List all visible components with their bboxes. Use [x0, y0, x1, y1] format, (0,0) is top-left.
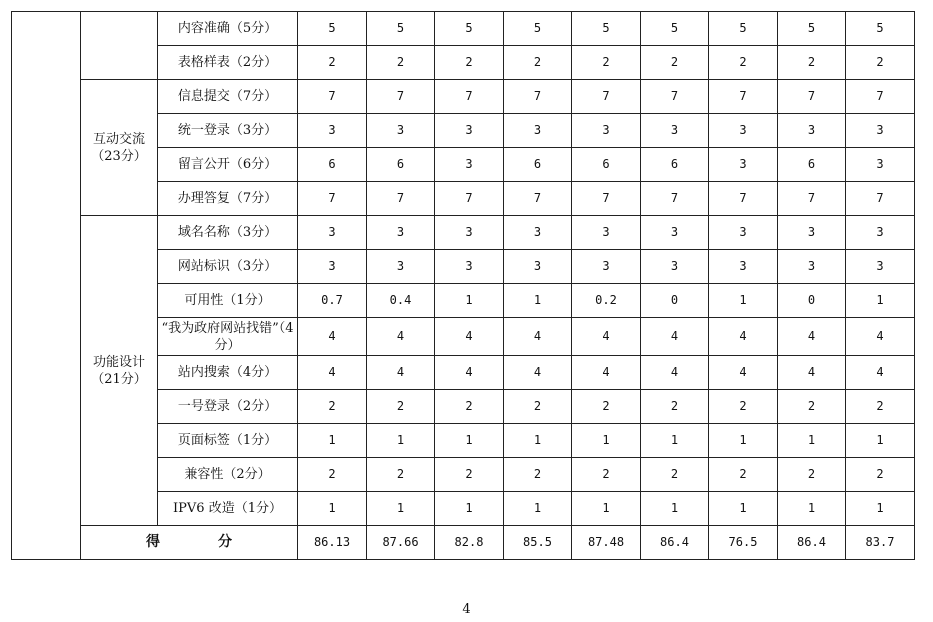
score-cell: 1 — [846, 284, 915, 318]
score-cell: 1 — [778, 492, 846, 526]
total-score-cell: 86.13 — [298, 526, 367, 560]
item-label: 兼容性（2分） — [158, 458, 298, 492]
score-cell: 4 — [641, 356, 709, 390]
score-cell: 3 — [504, 216, 572, 250]
score-cell: 2 — [435, 46, 504, 80]
score-cell: 2 — [641, 458, 709, 492]
total-score-cell: 87.66 — [367, 526, 435, 560]
score-cell: 1 — [709, 284, 778, 318]
total-score-cell: 85.5 — [504, 526, 572, 560]
score-cell: 6 — [367, 148, 435, 182]
table-row — [12, 12, 915, 46]
table-row — [12, 216, 915, 250]
item-label: IPV6 改造（1分） — [158, 492, 298, 526]
score-cell: 3 — [778, 216, 846, 250]
score-cell: 7 — [778, 80, 846, 114]
score-cell: 2 — [435, 390, 504, 424]
score-cell: 3 — [572, 250, 641, 284]
total-score-cell: 86.4 — [778, 526, 846, 560]
score-cell: 1 — [641, 492, 709, 526]
item-label: 域名名称（3分） — [158, 216, 298, 250]
score-cell: 2 — [846, 390, 915, 424]
score-cell: 7 — [504, 182, 572, 216]
item-label: 站内搜索（4分） — [158, 356, 298, 390]
score-cell: 3 — [641, 250, 709, 284]
score-cell: 7 — [709, 182, 778, 216]
left-blank-cell — [12, 12, 81, 560]
score-cell: 5 — [778, 12, 846, 46]
score-cell: 7 — [846, 182, 915, 216]
score-cell: 3 — [709, 114, 778, 148]
score-cell: 3 — [778, 250, 846, 284]
item-label: 表格样表（2分） — [158, 46, 298, 80]
item-label: 可用性（1分） — [158, 284, 298, 318]
score-cell: 3 — [435, 114, 504, 148]
score-cell: 3 — [709, 250, 778, 284]
score-cell: 0 — [778, 284, 846, 318]
score-cell: 2 — [367, 458, 435, 492]
score-cell: 3 — [367, 216, 435, 250]
score-cell: 6 — [504, 148, 572, 182]
score-cell: 3 — [846, 250, 915, 284]
score-cell: 7 — [298, 80, 367, 114]
score-cell: 5 — [298, 12, 367, 46]
score-cell: 5 — [572, 12, 641, 46]
total-score-cell: 86.4 — [641, 526, 709, 560]
score-cell: 0.2 — [572, 284, 641, 318]
score-cell: 5 — [641, 12, 709, 46]
score-cell: 1 — [504, 284, 572, 318]
score-cell: 3 — [367, 114, 435, 148]
score-cell: 1 — [367, 492, 435, 526]
score-cell: 4 — [846, 356, 915, 390]
item-label: 一号登录（2分） — [158, 390, 298, 424]
score-cell: 1 — [298, 492, 367, 526]
item-label: “我为政府网站找错”（4分） — [158, 318, 298, 356]
score-cell: 2 — [641, 390, 709, 424]
score-cell: 1 — [435, 284, 504, 318]
score-cell: 4 — [435, 318, 504, 356]
score-cell: 0 — [641, 284, 709, 318]
score-cell: 7 — [641, 80, 709, 114]
score-cell: 1 — [572, 424, 641, 458]
score-cell: 1 — [435, 492, 504, 526]
score-cell: 6 — [641, 148, 709, 182]
item-label: 统一登录（3分） — [158, 114, 298, 148]
score-cell: 3 — [641, 114, 709, 148]
category-cell-function — [81, 216, 158, 526]
score-cell: 2 — [298, 46, 367, 80]
score-cell: 4 — [572, 318, 641, 356]
score-cell: 3 — [298, 114, 367, 148]
score-cell: 2 — [504, 46, 572, 80]
score-cell: 4 — [641, 318, 709, 356]
item-label: 信息提交（7分） — [158, 80, 298, 114]
score-cell: 3 — [367, 250, 435, 284]
score-cell: 2 — [778, 390, 846, 424]
score-cell: 4 — [846, 318, 915, 356]
score-cell: 3 — [778, 114, 846, 148]
score-cell: 2 — [709, 458, 778, 492]
score-cell: 7 — [298, 182, 367, 216]
total-score-cell: 76.5 — [709, 526, 778, 560]
score-cell: 4 — [435, 356, 504, 390]
score-cell: 4 — [298, 318, 367, 356]
score-cell: 2 — [572, 390, 641, 424]
score-cell: 4 — [572, 356, 641, 390]
item-label: 页面标签（1分） — [158, 424, 298, 458]
score-cell: 4 — [778, 318, 846, 356]
category-cell-continued — [81, 12, 158, 80]
total-score-cell: 83.7 — [846, 526, 915, 560]
score-cell: 3 — [504, 114, 572, 148]
score-cell: 2 — [298, 458, 367, 492]
category-name: 互动交流 — [92, 131, 145, 147]
score-cell: 1 — [709, 424, 778, 458]
score-cell: 2 — [572, 46, 641, 80]
category-points: （23分） — [91, 148, 147, 164]
score-cell: 4 — [709, 356, 778, 390]
score-cell: 2 — [435, 458, 504, 492]
score-cell: 5 — [435, 12, 504, 46]
category-points: （21分） — [91, 371, 147, 387]
total-row — [12, 526, 915, 560]
page-number: 4 — [462, 602, 471, 617]
score-cell: 3 — [641, 216, 709, 250]
score-cell: 1 — [709, 492, 778, 526]
score-cell: 2 — [709, 390, 778, 424]
score-cell: 1 — [367, 424, 435, 458]
score-cell: 2 — [367, 46, 435, 80]
score-cell: 2 — [504, 458, 572, 492]
score-cell: 2 — [709, 46, 778, 80]
score-cell: 2 — [367, 390, 435, 424]
score-cell: 1 — [846, 492, 915, 526]
score-cell: 2 — [641, 46, 709, 80]
score-cell: 2 — [778, 458, 846, 492]
score-cell: 5 — [367, 12, 435, 46]
score-cell: 2 — [846, 46, 915, 80]
score-cell: 7 — [435, 80, 504, 114]
score-cell: 2 — [298, 390, 367, 424]
total-score-cell: 82.8 — [435, 526, 504, 560]
score-cell: 7 — [572, 80, 641, 114]
score-cell: 5 — [846, 12, 915, 46]
score-cell: 1 — [778, 424, 846, 458]
score-cell: 2 — [504, 390, 572, 424]
score-cell: 3 — [846, 114, 915, 148]
score-cell: 2 — [778, 46, 846, 80]
score-cell: 7 — [435, 182, 504, 216]
score-cell: 1 — [504, 424, 572, 458]
score-cell: 4 — [504, 318, 572, 356]
score-cell: 7 — [709, 80, 778, 114]
total-score-cell: 87.48 — [572, 526, 641, 560]
score-cell: 3 — [435, 250, 504, 284]
score-cell: 4 — [504, 356, 572, 390]
item-label: 内容准确（5分） — [158, 12, 298, 46]
score-cell: 5 — [504, 12, 572, 46]
score-cell: 7 — [778, 182, 846, 216]
score-cell: 1 — [572, 492, 641, 526]
score-cell: 7 — [367, 182, 435, 216]
score-cell: 3 — [298, 250, 367, 284]
score-cell: 3 — [572, 114, 641, 148]
score-cell: 7 — [572, 182, 641, 216]
total-label-cell — [81, 526, 298, 560]
score-cell: 6 — [778, 148, 846, 182]
score-cell: 1 — [435, 424, 504, 458]
score-cell: 3 — [504, 250, 572, 284]
score-cell: 4 — [778, 356, 846, 390]
score-cell: 2 — [572, 458, 641, 492]
score-cell: 7 — [504, 80, 572, 114]
score-cell: 7 — [367, 80, 435, 114]
item-label: 网站标识（3分） — [158, 250, 298, 284]
score-cell: 3 — [846, 148, 915, 182]
table-row — [12, 80, 915, 114]
score-cell: 1 — [504, 492, 572, 526]
category-cell-interaction — [81, 80, 158, 216]
score-cell: 1 — [641, 424, 709, 458]
score-cell: 3 — [298, 216, 367, 250]
score-cell: 4 — [709, 318, 778, 356]
item-label: 留言公开（6分） — [158, 148, 298, 182]
score-cell: 3 — [435, 216, 504, 250]
score-cell: 4 — [367, 356, 435, 390]
score-cell: 7 — [846, 80, 915, 114]
score-cell: 3 — [435, 148, 504, 182]
item-label: 办理答复（7分） — [158, 182, 298, 216]
score-cell: 3 — [846, 216, 915, 250]
score-cell: 3 — [572, 216, 641, 250]
score-cell: 2 — [846, 458, 915, 492]
score-cell: 1 — [846, 424, 915, 458]
score-cell: 6 — [572, 148, 641, 182]
score-cell: 0.7 — [298, 284, 367, 318]
score-cell: 3 — [709, 148, 778, 182]
score-cell: 3 — [709, 216, 778, 250]
total-label-right: 分 — [218, 534, 232, 550]
score-cell: 0.4 — [367, 284, 435, 318]
score-cell: 1 — [298, 424, 367, 458]
category-name: 功能设计 — [92, 354, 145, 370]
score-cell: 7 — [641, 182, 709, 216]
score-cell: 5 — [709, 12, 778, 46]
score-table — [11, 11, 915, 560]
score-cell: 4 — [298, 356, 367, 390]
total-label-left: 得 — [146, 534, 160, 550]
score-cell: 4 — [367, 318, 435, 356]
score-cell: 6 — [298, 148, 367, 182]
